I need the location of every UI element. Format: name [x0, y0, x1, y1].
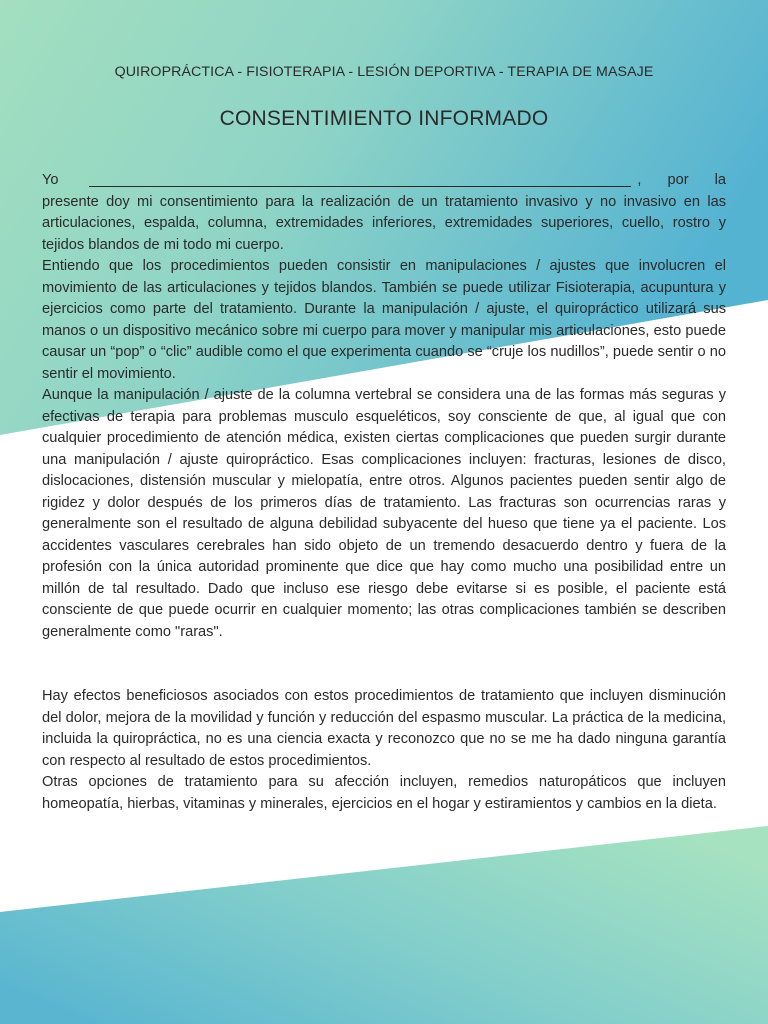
paragraph-alternatives: Otras opciones de tratamiento para su afección incluyen, remedios naturopáticos que incluyen homeopatía, hierbas, vitaminas y minerales, ejercicios en el hogar y estiramientos y cambios en la dieta.: [42, 774, 726, 812]
paragraph-benefits: Hay efectos beneficiosos asociados con estos procedimientos de tratamiento que incluyen disminución del dolor, mejora de la movilidad y función y reducción del espasmo muscular. La práctica de la medicina, incluida la quiropráctica, no es una ciencia exacta y reconozco que no se me ha dado ninguna garantía con respecto al resultado de estos procedimientos.: [42, 688, 726, 769]
spacer: [42, 643, 726, 686]
por-la-label: , por la: [637, 172, 726, 188]
services-header: QUIROPRÁCTICA - FISIOTERAPIA - LESIÓN DEPORTIVA - TERAPIA DE MASAJE: [114, 64, 654, 80]
document-title: CONSENTIMIENTO INFORMADO: [219, 107, 549, 130]
document-body: [42, 170, 726, 815]
paragraph-risks: Aunque la manipulación / ajuste de la columna vertebral se considera una de las formas más seguras y efectivas de terapia para problemas musculo esqueléticos, soy consciente de que, al igual que con cualquier procedimiento de atención médica, existen ciertas complicaciones que pueden surgir durante una manipulación / ajuste quiropráctico. Esas complicaciones incluyen: fracturas, lesiones de disco, dislocaciones, distensión muscular y mielopatía, entre otros. Algunos pacientes pueden sentir algo de rigidez y dolor después de los primeros días de tratamiento. Las fracturas son ocurrencias raras y generalmente son el resultado de alguna debilidad subyacente del hueso que tiene ya el paciente. Los accidentes vasculares cerebrales han sido objeto de un tremendo desacuerdo dentro y fuera de la profesión con la única autoridad prominente que dice que hay como mucho una posibilidad entre un millón de tal resultado. Dado que incluso ese riesgo debe evitarse si es posible, el paciente está consciente de que puede ocurrir en cualquier momento; las otras complicaciones también se describen generalmente como "raras".: [42, 387, 726, 640]
name-line: [42, 170, 726, 192]
paragraph-procedures: Entiendo que los procedimientos pueden consistir en manipulaciones / ajustes que involucren el movimiento de las articulaciones y tejidos blandos. También se puede utilizar Fisioterapia, acupuntura y ejercicios como parte del tratamiento. Durante la manipulación / ajuste, el quiropráctico utilizará sus manos o un dispositivo mecánico sobre mi cuerpo para mover y manipular mis articulaciones, esto puede causar un “pop” o “clic” audible como el que experimenta cuando se “cruje los nudillos”, puede sentir o no sentir el movimiento.: [42, 258, 726, 382]
patient-name-blank[interactable]: [89, 172, 632, 187]
paragraph-consent: presente doy mi consentimiento para la realización de un tratamiento invasivo y no invasivo en las articulaciones, espalda, columna, extremidades inferiores, extremidades superiores, cuello, rostro y tejidos blandos de mi todo mi cuerpo.: [42, 193, 726, 253]
yo-label: Yo: [42, 172, 59, 188]
